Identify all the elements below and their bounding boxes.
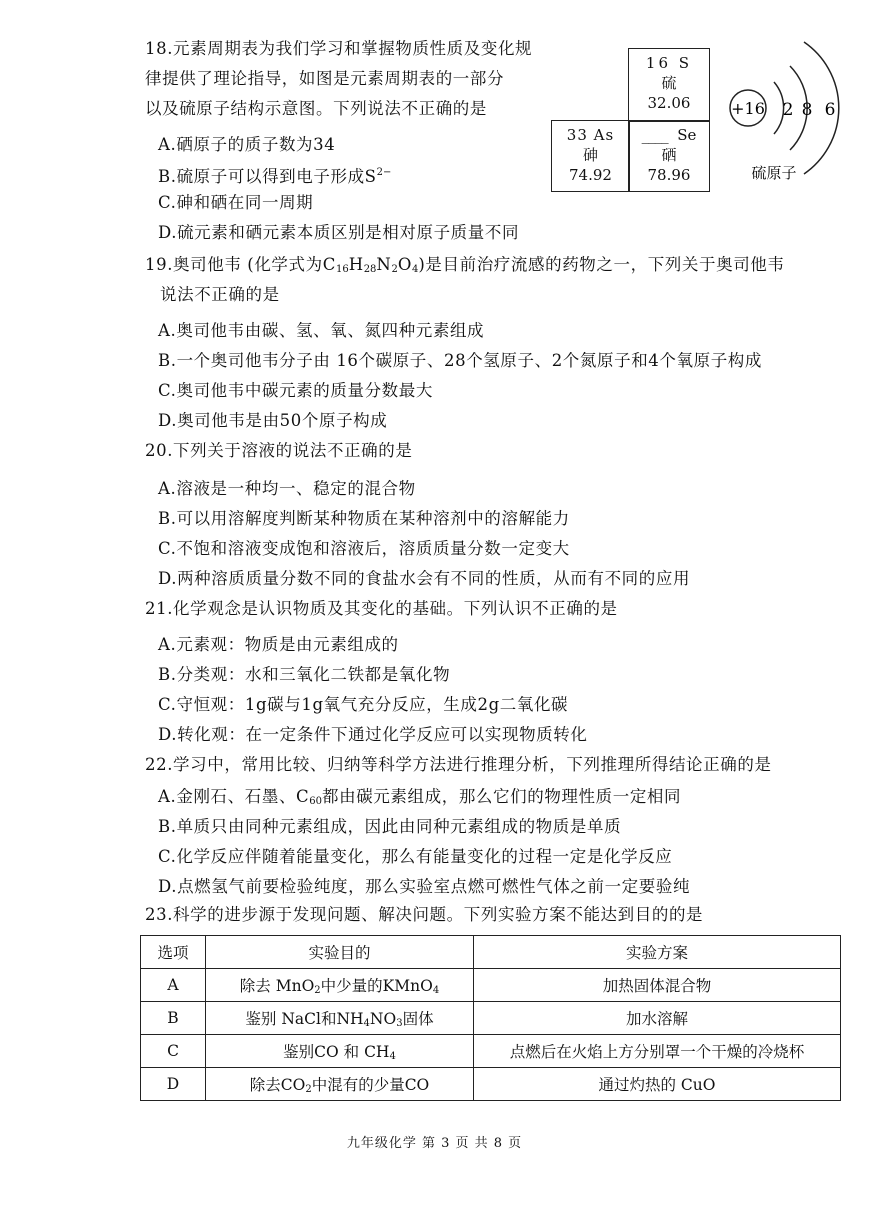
pt-cell-sulfur: [628, 48, 710, 122]
pt-selenium-header: [629, 125, 709, 145]
header-option: 选项: [141, 936, 206, 969]
q20-option-c: C.不饱和溶液变成饱和溶液后，溶质质量分数一定变大: [158, 539, 570, 558]
selenium-number-blank: ____: [641, 126, 668, 144]
experiment-table: [140, 935, 841, 1101]
header-plan: 实验方案: [474, 936, 841, 969]
q20-option-d: D.两种溶质质量分数不同的食盐水会有不同的性质，从而有不同的应用: [158, 569, 691, 588]
cell-purpose: 鉴别CO 和 $CH_4$: [206, 1035, 474, 1068]
q19-option-b: B.一个奥司他韦分子由 16个碳原子、28个氢原子、2个氮原子和4个氧原子构成: [158, 351, 763, 370]
formula-element: H: [348, 255, 364, 274]
formula-subscript: 16: [335, 264, 349, 275]
q19-stem-line2: 说法不正确的是: [160, 285, 280, 304]
q18-option-c: C.砷和硒在同一周期: [158, 193, 314, 212]
q18-stem-line2: 律提供了理论指导，如图是元素周期表的一部分: [145, 69, 505, 88]
pt-sulfur-mass: 32.06: [647, 94, 691, 112]
shell-3-electrons: 6: [824, 100, 836, 120]
formula-subscript: 2: [391, 264, 398, 275]
atom-caption: 硫原子: [751, 164, 797, 182]
q18-stem-line1: 18.元素周期表为我们学习和掌握物质性质及变化规: [145, 39, 533, 58]
cell-option: A: [141, 969, 206, 1002]
q18-stem-line3: 以及硫原子结构示意图。下列说法不正确的是: [145, 99, 487, 118]
q20-option-b: B.可以用溶解度判断某种物质在某种溶剂中的溶解能力: [158, 509, 570, 528]
cell-plan: 加水溶解: [474, 1002, 841, 1035]
table-row: [141, 1035, 841, 1068]
cell-plan: 点燃后在火焰上方分别罩一个干燥的冷烧杯: [474, 1035, 841, 1068]
cell-purpose: 除去 MnO$_2$中少量的KMnO$_4$: [206, 969, 474, 1002]
cell-option: D: [141, 1068, 206, 1101]
q21-option-a: A.元素观：物质是由元素组成的: [158, 635, 399, 654]
q19-option-c: C.奥司他韦中碳元素的质量分数最大: [158, 381, 433, 400]
q19-option-d: D.奥司他韦是由50个原子构成: [158, 411, 388, 430]
cell-purpose: 除去$CO_2$中混有的少量CO: [206, 1068, 474, 1101]
pt-arsenic-header: 33 As: [566, 126, 615, 144]
cell-option: C: [141, 1035, 206, 1068]
q18-option-b: B.硫原子可以得到电子形成$S^{2-}$: [158, 167, 392, 186]
q22-option-b: B.单质只由同种元素组成，因此由同种元素组成的物质是单质: [158, 817, 622, 836]
table-row: [141, 1002, 841, 1035]
pt-cell-arsenic: [551, 120, 630, 192]
q22-option-d: D.点燃氢气前要检验纯度，那么实验室点燃可燃性气体之前一定要验纯: [158, 877, 691, 896]
cell-plan: 加热固体混合物: [474, 969, 841, 1002]
q18-option-d: D.硫元素和硒元素本质区别是相对原子质量不同: [158, 223, 520, 242]
pt-sulfur-name: 硫: [661, 74, 677, 92]
header-purpose: 实验目的: [206, 936, 474, 969]
pt-selenium-mass: 78.96: [647, 166, 691, 184]
formula-subscript: 28: [363, 264, 377, 275]
cell-purpose: 鉴别 NaCl和$NH_4NO_3$固体: [206, 1002, 474, 1035]
pt-sulfur-header: 16 S: [645, 54, 693, 72]
q20-stem: 20.下列关于溶液的说法不正确的是: [145, 441, 413, 460]
sulfide-charge: 2−: [376, 167, 392, 178]
nucleus-charge: +16: [731, 99, 765, 118]
shell-2-electrons: 8: [801, 100, 813, 120]
selenium-symbol: Se: [677, 126, 697, 144]
table-row: [141, 1068, 841, 1101]
pt-arsenic-name: 砷: [582, 146, 598, 164]
formula-element: O: [397, 255, 412, 274]
cell-plan: 通过灼热的 CuO: [474, 1068, 841, 1101]
q18-option-a: A.硒原子的质子数为34: [158, 135, 336, 154]
q21-stem: 21.化学观念是认识物质及其变化的基础。下列认识不正确的是: [145, 599, 618, 618]
q21-option-d: D.转化观：在一定条件下通过化学反应可以实现物质转化: [158, 725, 588, 744]
q19-stem-line1: 19.奥司他韦 (化学式为$C_{16}H_{28}N_2O_4$)是目前治疗流感的药物之一，下列关于奥司他韦: [145, 255, 785, 275]
q21-option-c: C.守恒观：1g碳与1g氧气充分反应，生成2g二氧化碳: [158, 695, 569, 714]
formula-subscript: 4: [411, 264, 419, 275]
cell-option: B: [141, 1002, 206, 1035]
q22-option-c: C.化学反应伴随着能量变化，那么有能量变化的过程一定是化学反应: [158, 847, 673, 866]
sulfur-atom-diagram: [722, 30, 842, 190]
q21-option-b: B.分类观：水和三氧化二铁都是氧化物: [158, 665, 451, 684]
table-row: [141, 969, 841, 1002]
q23-stem: 23.科学的进步源于发现问题、解决问题。下列实验方案不能达到目的的是: [145, 905, 704, 924]
page-footer: 九年级化学 第 3 页 共 8 页: [346, 1136, 523, 1151]
q20-option-a: A.溶液是一种均一、稳定的混合物: [158, 479, 416, 498]
c60-subscript: 60: [309, 796, 323, 807]
q22-stem: 22.学习中，常用比较、归纳等科学方法进行推理分析，下列推理所得结论正确的是: [145, 755, 772, 774]
oseltamivir-formula: [336, 255, 418, 274]
pt-cell-selenium: [628, 120, 710, 192]
q19-option-a: A.奥司他韦由碳、氢、氧、氮四种元素组成: [158, 321, 485, 340]
shell-1-electrons: 2: [782, 100, 794, 120]
pt-selenium-name: 硒: [661, 146, 677, 164]
q22-option-a: A.金刚石、石墨、$C_{60}$都由碳元素组成，那么它们的物理性质一定相同: [158, 787, 682, 807]
table-header-row: [141, 936, 841, 969]
pt-arsenic-mass: 74.92: [569, 166, 612, 184]
formula-element: N: [376, 255, 392, 274]
